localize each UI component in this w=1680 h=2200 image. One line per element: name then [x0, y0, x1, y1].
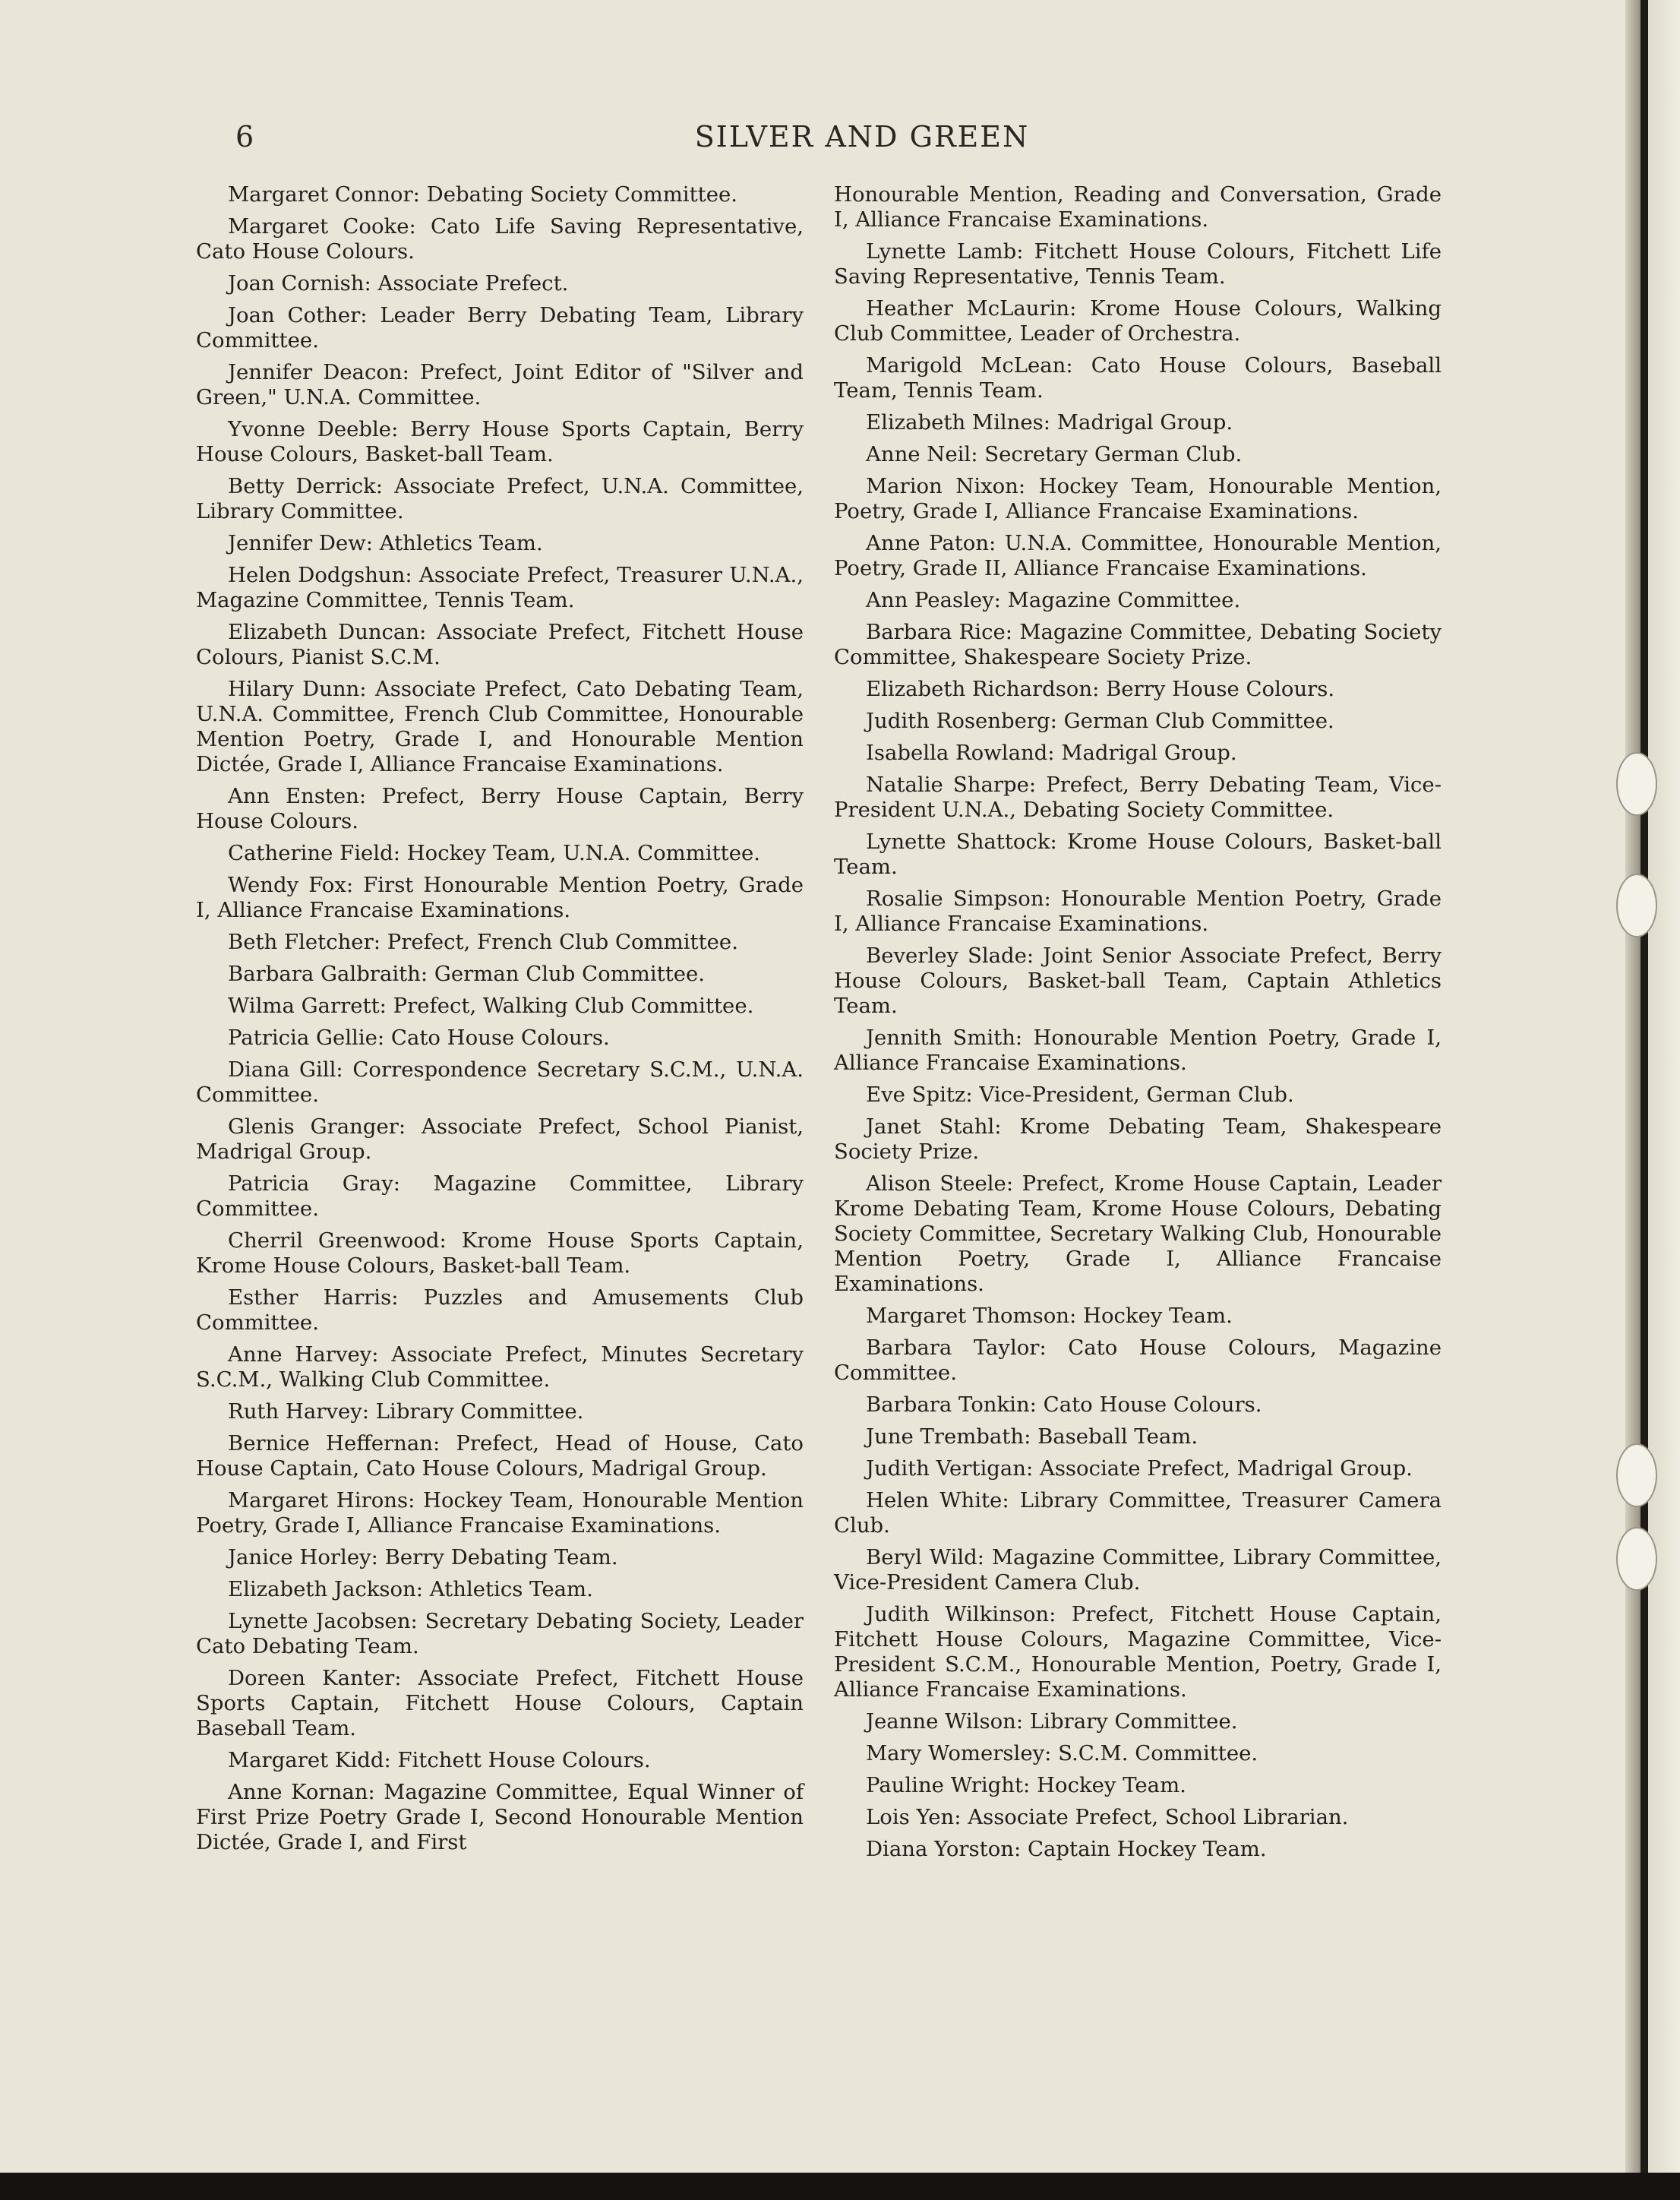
roll-entry: Bernice Heffernan: Prefect, Head of House, Cato House Captain, Cato House Colours, Madrigal Group.: [196, 1431, 804, 1481]
roll-entry: Joan Cother: Leader Berry Debating Team, Library Committee.: [196, 303, 804, 352]
roll-entry: Barbara Tonkin: Cato House Colours.: [866, 1392, 1262, 1417]
roll-entry: Heather McLaurin: Krome House Colours, Walking Club Committee, Leader of Orchestra.: [834, 296, 1442, 346]
roll-entry: Pauline Wright: Hockey Team.: [866, 1773, 1186, 1797]
roll-entry: Barbara Galbraith: German Club Committee.: [228, 962, 706, 986]
roll-entry: Margaret Thomson: Hockey Team.: [866, 1304, 1233, 1328]
roll-entry: Margaret Cooke: Cato Life Saving Representative, Cato House Colours.: [196, 214, 804, 264]
roll-entry: Ann Ensten: Prefect, Berry House Captain, Berry House Colours.: [196, 784, 804, 833]
roll-entry: Ruth Harvey: Library Committee.: [228, 1399, 584, 1424]
roll-entry: Janet Stahl: Krome Debating Team, Shakespeare Society Prize.: [834, 1114, 1442, 1164]
roll-entry: Elizabeth Duncan: Associate Prefect, Fitchett House Colours, Pianist S.C.M.: [196, 620, 804, 669]
page-header: [235, 120, 1489, 158]
binding-notch: [1616, 874, 1657, 937]
roll-entry: Yvonne Deeble: Berry House Sports Captain, Berry House Colours, Basket-ball Team.: [196, 417, 804, 466]
roll-entry: Patricia Gellie: Cato House Colours.: [228, 1026, 610, 1050]
roll-entry: Natalie Sharpe: Prefect, Berry Debating Team, Vice-President U.N.A., Debating Society Committee.: [834, 773, 1442, 822]
roll-entry: Beryl Wild: Magazine Committee, Library Committee, Vice-President Camera Club.: [834, 1545, 1442, 1595]
left-column: [196, 182, 804, 1862]
roll-entry: Lynette Jacobsen: Secretary Debating Society, Leader Cato Debating Team.: [196, 1609, 804, 1658]
roll-entry: Anne Paton: U.N.A. Committee, Honourable Mention, Poetry, Grade II, Alliance Francaise Examinations.: [834, 531, 1442, 580]
roll-entry: Elizabeth Jackson: Athletics Team.: [228, 1577, 593, 1601]
roll-entry: Anne Kornan: Magazine Committee, Equal Winner of First Prize Poetry Grade I, Second Honourable Mention Dictée, Grade I, and First: [196, 1780, 804, 1854]
scan-background: [0, 2173, 1680, 2200]
roll-entry: Eve Spitz: Vice-President, German Club.: [866, 1083, 1294, 1107]
roll-entry: Lois Yen: Associate Prefect, School Librarian.: [866, 1805, 1349, 1829]
roll-entry: Diana Gill: Correspondence Secretary S.C.M., U.N.A. Committee.: [196, 1057, 804, 1107]
roll-entry: Lynette Lamb: Fitchett House Colours, Fitchett Life Saving Representative, Tennis Team.: [834, 239, 1442, 289]
roll-entry: Helen White: Library Committee, Treasurer Camera Club.: [834, 1488, 1442, 1538]
roll-entry: Esther Harris: Puzzles and Amusements Club Committee.: [196, 1285, 804, 1335]
roll-entry: Elizabeth Richardson: Berry House Colours.: [866, 677, 1335, 701]
roll-entry: June Trembath: Baseball Team.: [866, 1424, 1198, 1449]
roll-entry: Wendy Fox: First Honourable Mention Poetry, Grade I, Alliance Francaise Examinations.: [196, 873, 804, 922]
roll-entry: Margaret Kidd: Fitchett House Colours.: [228, 1748, 651, 1772]
roll-entry: Catherine Field: Hockey Team, U.N.A. Committee.: [228, 841, 761, 865]
roll-entry: Anne Harvey: Associate Prefect, Minutes Secretary S.C.M., Walking Club Committee.: [196, 1342, 804, 1392]
roll-entry: Isabella Rowland: Madrigal Group.: [866, 741, 1237, 765]
roll-entry: Barbara Taylor: Cato House Colours, Magazine Committee.: [834, 1335, 1442, 1385]
roll-entry: Beverley Slade: Joint Senior Associate Prefect, Berry House Colours, Basket-ball Team, Captain Athletics Team.: [834, 944, 1442, 1018]
roll-entry: Beth Fletcher: Prefect, French Club Committee.: [228, 930, 738, 954]
right-column: [834, 182, 1442, 1869]
roll-entry: Hilary Dunn: Associate Prefect, Cato Debating Team, U.N.A. Committee, French Club Committee, Honourable Mention Poetry, Grade I, and Honourable Mention Dictée, Grade I, Alliance Francaise Examinations.: [196, 677, 804, 776]
roll-entry: Ann Peasley: Magazine Committee.: [866, 588, 1241, 612]
roll-entry: Anne Neil: Secretary German Club.: [866, 442, 1243, 466]
roll-entry: Marigold McLean: Cato House Colours, Baseball Team, Tennis Team.: [834, 353, 1442, 403]
binding-notch: [1616, 752, 1657, 816]
binding-edge: [1648, 0, 1680, 2200]
roll-entry: Jeanne Wilson: Library Committee.: [866, 1709, 1238, 1734]
roll-entry: Glenis Granger: Associate Prefect, School Pianist, Madrigal Group.: [196, 1114, 804, 1164]
roll-entry: Mary Womersley: S.C.M. Committee.: [866, 1741, 1258, 1765]
roll-entry: Elizabeth Milnes: Madrigal Group.: [866, 410, 1233, 435]
roll-entry: Wilma Garrett: Prefect, Walking Club Committee.: [228, 994, 754, 1018]
binding-notch: [1616, 1443, 1657, 1507]
binding-notch: [1616, 1527, 1657, 1591]
roll-entry: Betty Derrick: Associate Prefect, U.N.A. Committee, Library Committee.: [196, 474, 804, 523]
roll-entry: Margaret Connor: Debating Society Committee.: [228, 182, 737, 207]
roll-entry: Barbara Rice: Magazine Committee, Debating Society Committee, Shakespeare Society Prize.: [834, 620, 1442, 669]
roll-entry: Patricia Gray: Magazine Committee, Library Committee.: [196, 1171, 804, 1221]
roll-entry: Janice Horley: Berry Debating Team.: [228, 1545, 618, 1569]
roll-entry: Jennith Smith: Honourable Mention Poetry, Grade I, Alliance Francaise Examinations.: [834, 1026, 1442, 1075]
roll-entry: Jennifer Dew: Athletics Team.: [228, 531, 543, 555]
page-gutter-shadow: [1625, 0, 1641, 2173]
roll-entry: Judith Wilkinson: Prefect, Fitchett House Captain, Fitchett House Colours, Magazine Committee, Vice-President S.C.M., Honourable Mention, Poetry, Grade I, Alliance Francaise Examinations.: [834, 1602, 1442, 1702]
roll-entry: Alison Steele: Prefect, Krome House Captain, Leader Krome Debating Team, Krome House Colours, Debating Society Committee, Secretary Walking Club, Honourable Mention Poetry, Grade I, Alliance Francaise Examinations.: [834, 1171, 1442, 1296]
roll-entry: Joan Cornish: Associate Prefect.: [228, 271, 569, 296]
roll-entry: Jennifer Deacon: Prefect, Joint Editor of "Silver and Green," U.N.A. Committee.: [196, 360, 804, 409]
roll-entry: Cherril Greenwood: Krome House Sports Captain, Krome House Colours, Basket-ball Team.: [196, 1228, 804, 1278]
roll-entry: Rosalie Simpson: Honourable Mention Poetry, Grade I, Alliance Francaise Examinations.: [834, 887, 1442, 936]
roll-entry: Margaret Hirons: Hockey Team, Honourable Mention Poetry, Grade I, Alliance Francaise Examinations.: [196, 1488, 804, 1538]
roll-entry: Lynette Shattock: Krome House Colours, Basket-ball Team.: [834, 830, 1442, 879]
continued-entry: Honourable Mention, Reading and Conversation, Grade I, Alliance Francaise Examinations.: [834, 182, 1442, 232]
roll-entry: Judith Vertigan: Associate Prefect, Madrigal Group.: [866, 1456, 1413, 1481]
roll-entry: Marion Nixon: Hockey Team, Honourable Mention, Poetry, Grade I, Alliance Francaise Examinations.: [834, 474, 1442, 523]
running-title: SILVER AND GREEN: [694, 120, 1030, 153]
roll-entry: Diana Yorston: Captain Hockey Team.: [866, 1837, 1267, 1861]
roll-entry: Doreen Kanter: Associate Prefect, Fitchett House Sports Captain, Fitchett House Colours, Captain Baseball Team.: [196, 1666, 804, 1740]
roll-entry: Helen Dodgshun: Associate Prefect, Treasurer U.N.A., Magazine Committee, Tennis Team.: [196, 563, 804, 612]
roll-entry: Judith Rosenberg: German Club Committee.: [866, 709, 1334, 733]
page-number: 6: [235, 120, 254, 153]
